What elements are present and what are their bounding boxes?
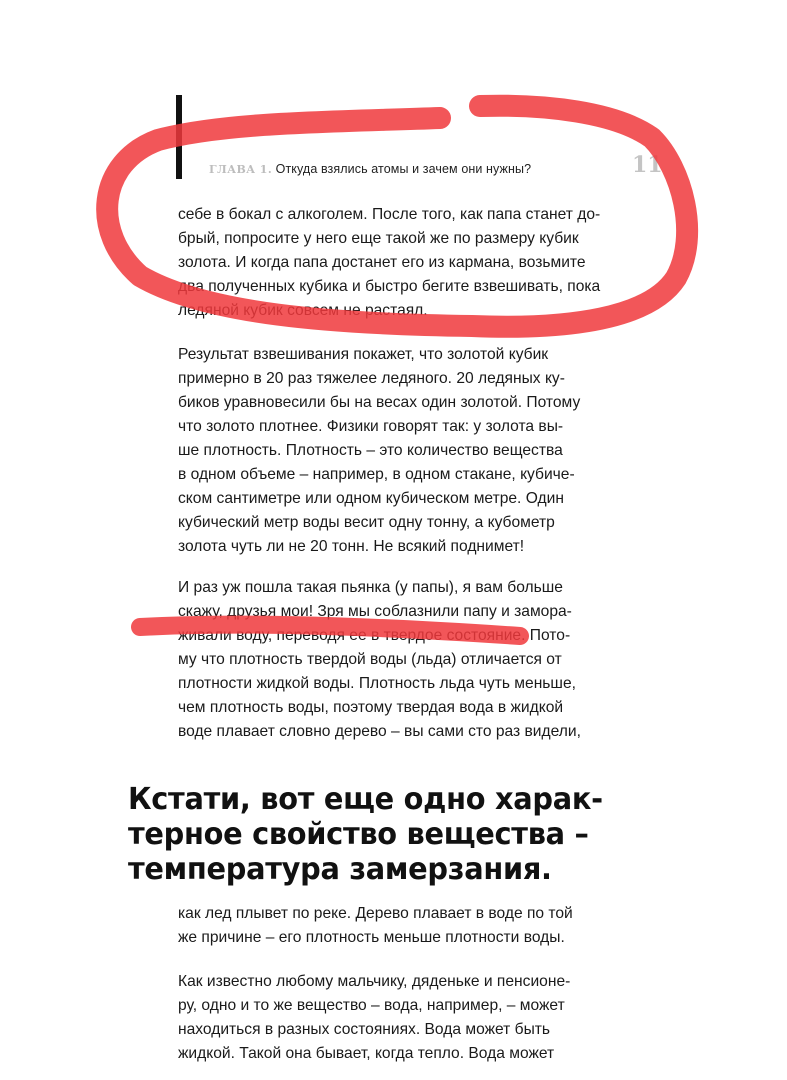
text-line: воде плавает словно дерево – вы сами сто раз видели, <box>178 723 581 740</box>
paragraph-2 <box>178 343 608 559</box>
running-head-rule <box>176 95 182 179</box>
text-line: находиться в разных состояниях. Вода может быть <box>178 1021 551 1038</box>
heading-line: Кстати, вот еще одно харак- <box>128 782 603 817</box>
text-line: скажу, друзья мои! Зря мы соблазнили папу и замора- <box>178 603 572 620</box>
chapter-label: ГЛАВА 1. <box>209 163 273 176</box>
text-line: му что плотность твердой воды (льда) отличается от <box>178 651 562 668</box>
page-number: 11 <box>632 152 663 178</box>
text-line: что золото плотнее. Физики говорят так: у золота вы- <box>178 418 564 435</box>
text-line: Как известно любому мальчику, дяденьке и пенсионе- <box>178 973 571 990</box>
text-line: примерно в 20 раз тяжелее ледяного. 20 ледяных ку- <box>178 370 565 387</box>
text-line: золота чуть ли не 20 тонн. Не всякий поднимет! <box>178 538 525 555</box>
text-line: ру, одно и то же вещество – вода, например, – может <box>178 997 565 1014</box>
text-line: два полученных кубика и быстро бегите взвешивать, пока <box>178 278 601 295</box>
text-line: ше плотность. Плотность – это количество вещества <box>178 442 563 459</box>
text-line: чем плотность воды, поэтому твердая вода в жидкой <box>178 699 564 716</box>
text-line: в одном объеме – например, в одном стакане, кубиче- <box>178 466 575 483</box>
text-line: плотности жидкой воды. Плотность льда чуть меньше, <box>178 675 576 692</box>
text-line: как лед плывет по реке. Дерево плавает в воде по той <box>178 905 573 922</box>
heading-line: температура замерзания. <box>128 852 552 887</box>
text-line: И раз уж пошла такая пьянка (у папы), я вам больше <box>178 579 563 596</box>
text-line: ледяной кубик совсем не растаял. <box>178 302 428 319</box>
paragraph-3 <box>178 576 608 744</box>
text-line: жидкой. Такой она бывает, когда тепло. Вода может <box>178 1045 555 1062</box>
paragraph-4 <box>178 902 608 950</box>
pull-quote-heading <box>128 782 623 887</box>
chapter-title: Откуда взялись атомы и зачем они нужны? <box>275 162 532 176</box>
text-line: себе в бокал с алкоголем. После того, как папа станет до- <box>178 206 601 223</box>
text-line: же причине – его плотность меньше плотности воды. <box>178 929 565 946</box>
paragraph-5 <box>178 970 608 1066</box>
text-line: живали воду, переводя ее в твердое состояние. Пото- <box>178 627 571 644</box>
text-line: биков уравновесили бы на весах один золотой. Потому <box>178 394 581 411</box>
text-line: ском сантиметре или одном кубическом метре. Один <box>178 490 564 507</box>
paragraph-1 <box>178 203 608 323</box>
text-line: кубический метр воды весит одну тонну, а кубометр <box>178 514 555 531</box>
heading-line: терное свойство вещества – <box>128 817 589 852</box>
text-line: Результат взвешивания покажет, что золотой кубик <box>178 346 549 363</box>
text-line: золота. И когда папа достанет его из кармана, возьмите <box>178 254 586 271</box>
text-line: брый, попросите у него еще такой же по размеру кубик <box>178 230 579 247</box>
running-head <box>209 162 531 176</box>
